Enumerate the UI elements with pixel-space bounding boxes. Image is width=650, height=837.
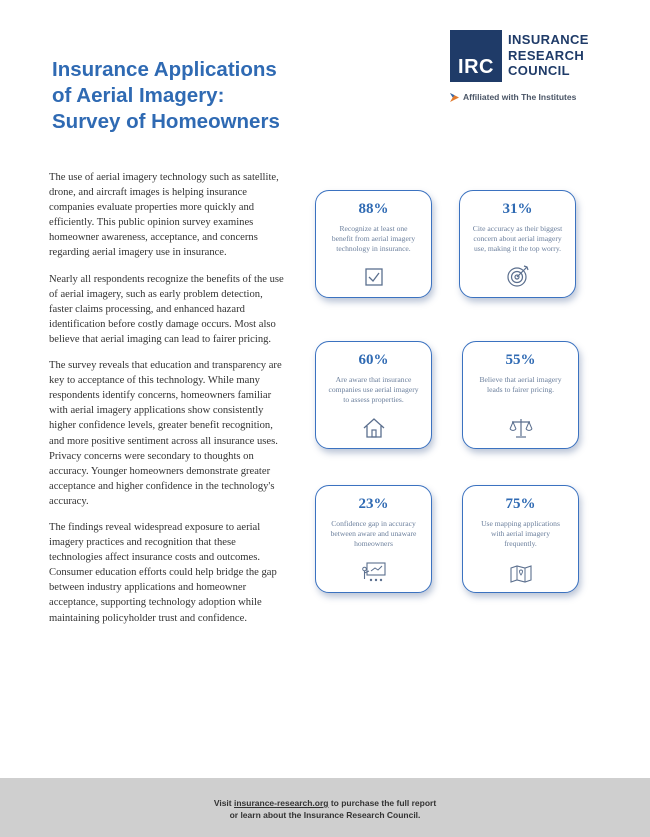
stat-description: Cite accuracy as their biggest concern about aerial imagery use, making it the top worry. xyxy=(472,224,563,253)
stat-card xyxy=(315,341,432,449)
stat-card xyxy=(459,190,576,298)
logo-mark: IRC xyxy=(450,30,502,82)
stat-card xyxy=(315,190,432,298)
stat-percent: 75% xyxy=(505,496,536,512)
footer-line: Visit insurance-research.org to purchase the full report xyxy=(213,798,437,808)
institutes-arrow-icon xyxy=(450,93,459,102)
stat-percent: 23% xyxy=(358,496,389,512)
stat-percent: 31% xyxy=(502,201,533,217)
paragraph: Nearly all respondents recognize the benefits of the use of aerial imagery, such as early problem detection, faster claims processing, and enhanced hazard identification before costly damage occurs. Most also believe that aerial imaging can lead to fairer pricing. xyxy=(49,273,284,345)
scales-icon xyxy=(509,417,533,439)
website-link[interactable]: insurance-research.org xyxy=(234,798,329,808)
stat-description: Are aware that insurance companies use aerial imagery to assess properties. xyxy=(328,375,419,404)
stat-percent: 88% xyxy=(358,201,389,217)
irc-logo[interactable] xyxy=(450,30,620,110)
paragraph: The use of aerial imagery technology such as satellite, drone, and aircraft images is helping insurance companies evaluate properties more quickly and efficiently. This public opinion survey examines homeowner awareness, acceptance, and concerns regarding aerial imagery use in insurance. xyxy=(49,172,279,259)
logo-wordmark: INSURANCE RESEARCH COUNCIL xyxy=(508,32,589,78)
stat-card xyxy=(462,485,579,593)
stat-description: Recognize at least one benefit from aerial imagery technology in insurance. xyxy=(331,224,416,253)
title-line: of Aerial Imagery: xyxy=(52,84,225,107)
page-title xyxy=(52,57,342,135)
stat-description: Use mapping applications with aerial imagery frequently. xyxy=(481,519,560,548)
body-text xyxy=(49,170,287,637)
title-line: Survey of Homeowners xyxy=(52,110,280,133)
stat-description: Confidence gap in accuracy between aware and unaware homeowners xyxy=(330,519,417,548)
target-icon xyxy=(506,264,530,288)
stat-percent: 60% xyxy=(358,352,389,368)
affiliation: Affiliated with The Institutes xyxy=(450,92,576,102)
stat-description: Believe that aerial imagery leads to fairer pricing. xyxy=(479,375,562,394)
checkbox-icon xyxy=(363,266,385,288)
paragraph: The findings reveal widespread exposure to aerial imagery practices and recognition that these technologies affect insurance costs and outcomes. Consumer education efforts could help bridge the gap between industry applications and homeowner acceptance, supporting technology adoption while maintaining policyholder trust and confidence. xyxy=(49,521,277,624)
title-line: Insurance Applications xyxy=(52,58,277,81)
stat-percent: 55% xyxy=(505,352,536,368)
footer-banner xyxy=(0,778,650,837)
presenter-icon xyxy=(361,561,387,583)
paragraph: The survey reveals that education and transparency are key to acceptance of this technology. While many respondents identify concerns, homeowners familiar with aerial imagery applications show consistently higher confidence levels, greater benefit recognition, and more positive sentiment across all insurance uses. Privacy concerns were secondary to thoughts on accuracy. Younger homeowners demonstrate greater acceptance and higher confidence in the technology's accuracy. xyxy=(49,360,282,507)
stat-card xyxy=(315,485,432,593)
stat-card xyxy=(462,341,579,449)
house-icon xyxy=(362,417,386,439)
map-icon xyxy=(509,563,533,583)
footer-line: or learn about the Insurance Research Council. xyxy=(229,810,421,820)
